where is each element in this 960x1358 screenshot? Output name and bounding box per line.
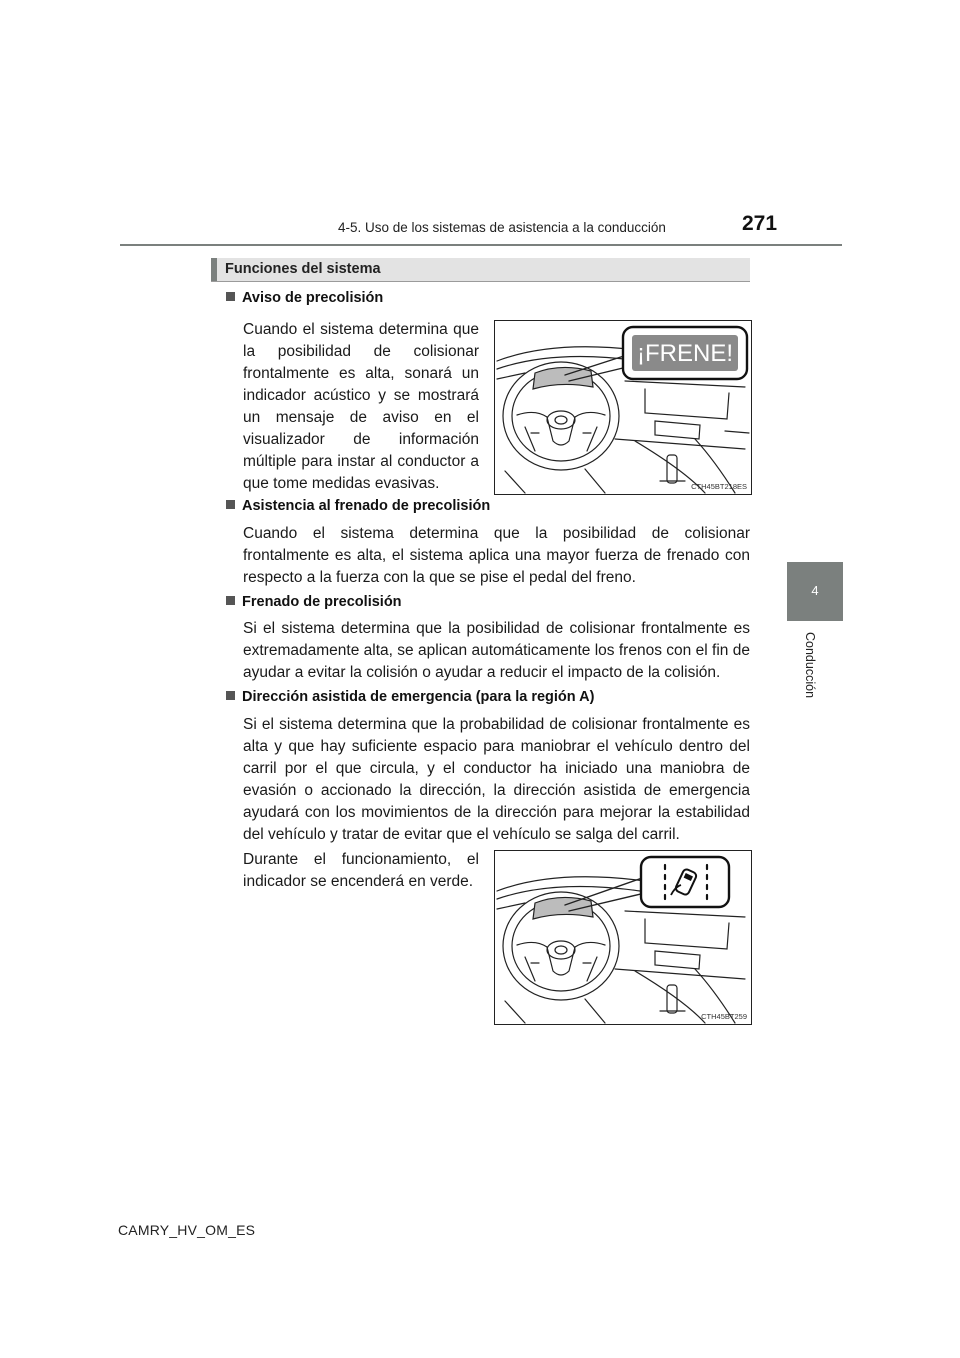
section-title: Funciones del sistema (225, 261, 381, 277)
steering-wheel-dashboard-illustration (495, 321, 751, 494)
item-heading: Dirección asistida de emergencia (para la región A) (226, 689, 594, 705)
square-bullet-icon (226, 292, 235, 301)
item-heading: Aviso de precolisión (226, 290, 383, 306)
steering-wheel-dashboard-illustration (495, 851, 751, 1024)
item-paragraph: Si el sistema determina que la posibilidad de colisionar frontalmente es extremadamente alta, se aplican automáticamente los frenos con el fin de ayudar a evitar la colisión o ayudar a reducir el impacto de la colisión. (243, 620, 750, 681)
section-bar (211, 258, 750, 282)
item-paragraph-secondary: Durante el funcionamiento, el indicador se encenderá en verde. (243, 851, 479, 890)
figure-lane-indicator (494, 850, 752, 1025)
section-bar-accent (211, 258, 217, 281)
figure-brake-warning (494, 320, 752, 495)
item-heading: Frenado de precolisión (226, 594, 402, 610)
figure-code: CTH45BT259 (701, 1012, 747, 1021)
document-code: CAMRY_HV_OM_ES (118, 1222, 256, 1238)
chapter-tab (787, 562, 843, 621)
header-rule (120, 244, 842, 246)
item-paragraph: Cuando el sistema determina que la posibilidad de colisionar frontalmente es alta, sonará un indicador acústico y se mostrará un mensaje de aviso en el visualizador de información múltiple para instar al conductor a que tome medidas evasivas. (243, 321, 479, 492)
item-paragraph: Si el sistema determina que la probabilidad de colisionar frontalmente es alta y que hay suficiente espacio para maniobrar el vehículo dentro del carril por el que circula, y el conductor ha iniciado una maniobra de evasión o accionado la dirección, la dirección asistida de emergencia ayudará con los movimientos de la dirección para mejorar la estabilidad del vehículo y tratar de evitar que el vehículo se salga del carril. (243, 716, 750, 843)
chapter-label: Conducción (803, 632, 817, 699)
callout-brake-text: ¡FRENE! (637, 340, 733, 367)
item-paragraph: Cuando el sistema determina que la posibilidad de colisionar frontalmente es alta, el sistema aplica una mayor fuerza de frenado con respecto a la fuerza con la que se pise el pedal del freno. (243, 525, 750, 586)
square-bullet-icon (226, 500, 235, 509)
square-bullet-icon (226, 596, 235, 605)
figure-code: CTH45BT218ES (691, 482, 747, 491)
item-heading: Asistencia al frenado de precolisión (226, 498, 490, 514)
square-bullet-icon (226, 691, 235, 700)
running-header: 4-5. Uso de los sistemas de asistencia a la conducción (338, 220, 666, 235)
chapter-number: 4 (811, 583, 819, 598)
page-number: 271 (742, 212, 778, 235)
